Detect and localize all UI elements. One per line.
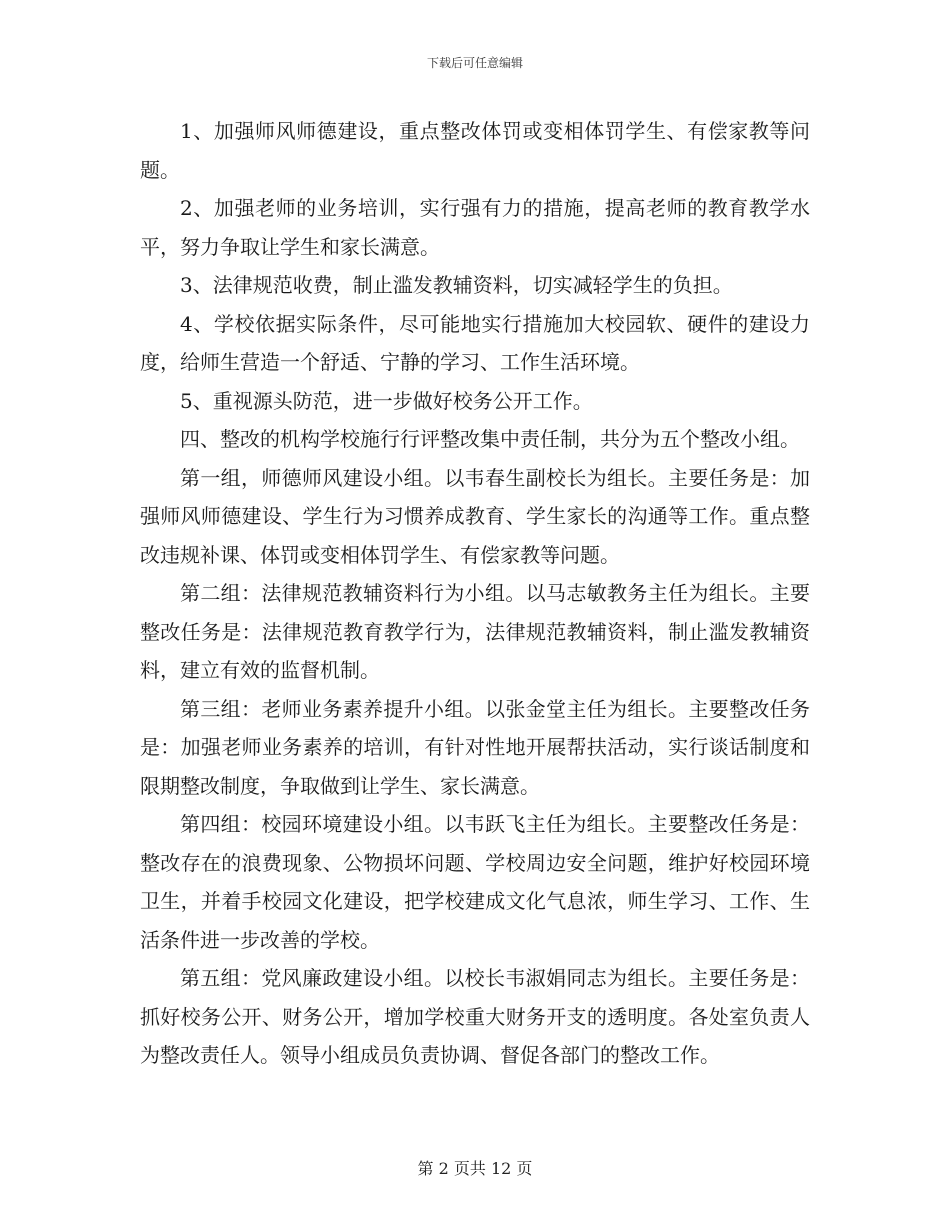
document-body <box>140 112 810 1075</box>
paragraph-item-1: 1、加强师风师德建设，重点整改体罚或变相体罚学生、有偿家教等问题。 <box>140 119 810 182</box>
page-footer: 第 2 页共 12 页 <box>417 1159 533 1178</box>
paragraph-group-3: 第三组：老师业务素养提升小组。以张金堂主任为组长。主要整改任务是：加强老师业务素养的培训，有针对性地开展帮扶活动，实行谈话制度和限期整改制度，争取做到让学生、家长满意。 <box>140 696 810 798</box>
paragraph-group-4: 第四组：校园环境建设小组。以韦跃飞主任为组长。主要整改任务是：整改存在的浪费现象、公物损坏问题、学校周边安全问题，维护好校园环境卫生，并着手校园文化建设，把学校建成文化气息浓，师生学习、工作、生活条件进一步改善的学校。 <box>140 812 810 952</box>
paragraph-group-2: 第二组：法律规范教辅资料行为小组。以马志敏教务主任为组长。主要整改任务是：法律规范教育教学行为，法律规范教辅资料，制止滥发教辅资料，建立有效的监督机制。 <box>140 581 810 682</box>
paragraph-group-5: 第五组：党风廉政建设小组。以校长韦淑娟同志为组长。主要任务是：抓好校务公开、财务公开，增加学校重大财务开支的透明度。各处室负责人为整改责任人。领导小组成员负责协调、督促各部门的整改工作。 <box>140 966 810 1067</box>
paragraph-item-3: 3、法律规范收费，制止滥发教辅资料，切实减轻学生的负担。 <box>180 273 733 297</box>
paragraph-item-2: 2、加强老师的业务培训，实行强有力的措施，提高老师的教育教学水平，努力争取让学生和家长满意。 <box>140 196 810 259</box>
paragraph-section-four: 四、整改的机构学校施行行评整改集中责任制，共分为五个整改小组。 <box>180 427 800 451</box>
paragraph-item-5: 5、重视源头防范，进一步做好校务公开工作。 <box>180 388 593 413</box>
paragraph-item-4: 4、学校依据实际条件，尽可能地实行措施加大校园软、硬件的建设力度，给师生营造一个舒适、宁静的学习、工作生活环境。 <box>140 311 810 374</box>
page-header: 下载后可任意编辑 <box>426 56 523 70</box>
paragraph-group-1: 第一组，师德师风建设小组。以韦春生副校长为组长。主要任务是：加强师风师德建设、学生行为习惯养成教育、学生家长的沟通等工作。重点整改违规补课、体罚或变相体罚学生、有偿家教等问题。 <box>140 465 810 567</box>
